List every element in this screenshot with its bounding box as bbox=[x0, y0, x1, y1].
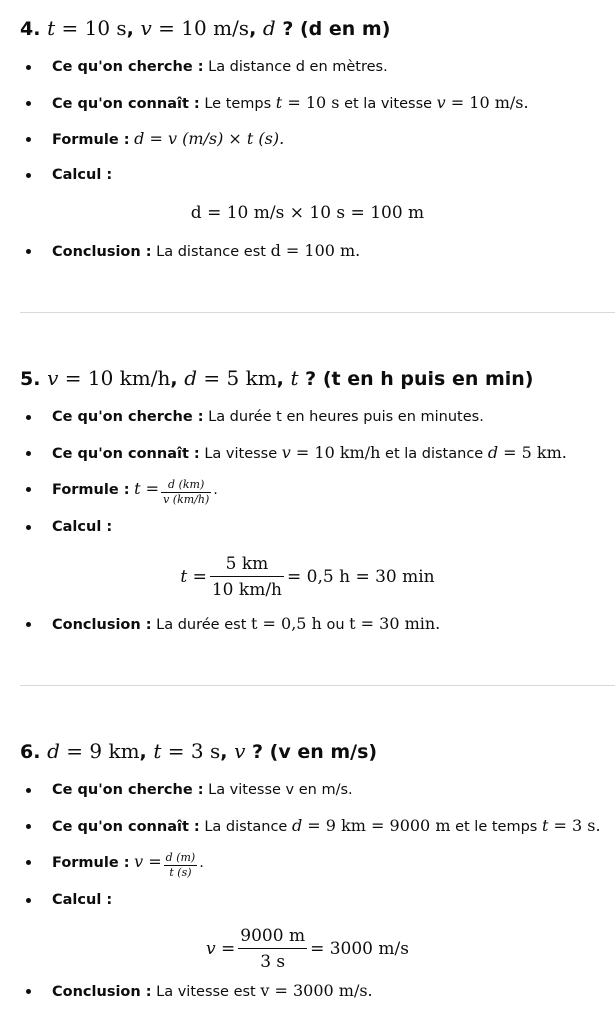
cherche-text: La durée t en heures puis en minutes. bbox=[208, 409, 484, 425]
display-equation: v = $\frac{9000 m}{3 s}$ = 3000 m/s bbox=[206, 926, 409, 972]
section-title: 5. v = 10 km/h, d = 5 km, t ? (t en h puis en min) bbox=[20, 366, 534, 390]
section-title-unit: (t en h puis en min) bbox=[322, 368, 534, 390]
formula: d = v (m/s) × t (s). bbox=[134, 129, 285, 148]
section-title-unit: (d en m) bbox=[300, 18, 391, 40]
divider bbox=[20, 312, 615, 313]
section-number: 5. bbox=[20, 368, 41, 390]
section-number: 6. bbox=[20, 741, 41, 763]
section-number: 4. bbox=[20, 18, 41, 40]
display-equation: d = 10 m/s × 10 s = 100 m bbox=[190, 203, 425, 223]
calc-fraction: $\frac{5 km}{10 km/h}$ bbox=[211, 554, 282, 600]
section-title: 6. d = 9 km, t = 3 s, v ? (v en m/s) bbox=[20, 739, 378, 763]
section-title-unit: (v en m/s) bbox=[269, 741, 378, 763]
calc-fraction: $\frac{9000 m}{3 s}$ bbox=[240, 926, 306, 972]
exercise-page: 4. t = 10 s, v = 10 m/s, d ? (d en m) Ce qu'on cherche : La distance d en mètres. Ce qu'on connaît : Le temps t = 10 s et la vitesse v = 10 m/s. Formule : d = v (m/s) × t (s). Calcul : d = 10 m/s × 10 s = 100 m Conclusion : La distance est d = 100 m. 5. v = 10 km/h, d = 5 km, t ? (t en h puis en min) Ce qu'on cherche : La durée t en heures puis en minutes. Ce qu'on connaît : La vitesse v = 10 km/h et la distance d = 5 km. Formule : t = $\frac{d (km)}{v (km/h)}$ . Calcul : t = $\frac{5 km}{10 km/h}$ = 0,5 h = 30 min Conclusion : La durée est t = 0,5 h ou t = 30 min. 6. d = 9 km, t = 3 s, v ? (v en m/s) Ce qu'on cherche : La vitesse v en m/s. Ce qu'on connaît : La distance d = 9 km = 9000 m et le temps t = 3 s. Formule : v = $\frac{d (m)}{t (s)}$ . Calcul : v = $\frac{9000 m}{3 s}$ = 3000 m/s Conclusion : La vitesse est v = 3000 m/s. bbox=[0, 0, 615, 1029]
cherche-text: La vitesse v en m/s. bbox=[208, 782, 353, 798]
cherche-text: La distance d en mètres. bbox=[208, 59, 388, 75]
formula-fraction: $\frac{d (km)}{v (km/h)}$ bbox=[163, 478, 210, 506]
section-title: 4. t = 10 s, v = 10 m/s, d ? (d en m) bbox=[20, 16, 391, 40]
formula-fraction: $\frac{d (m)}{t (s)}$ bbox=[165, 851, 196, 879]
display-equation: t = $\frac{5 km}{10 km/h}$ = 0,5 h = 30 min bbox=[180, 554, 435, 600]
divider bbox=[20, 685, 615, 686]
